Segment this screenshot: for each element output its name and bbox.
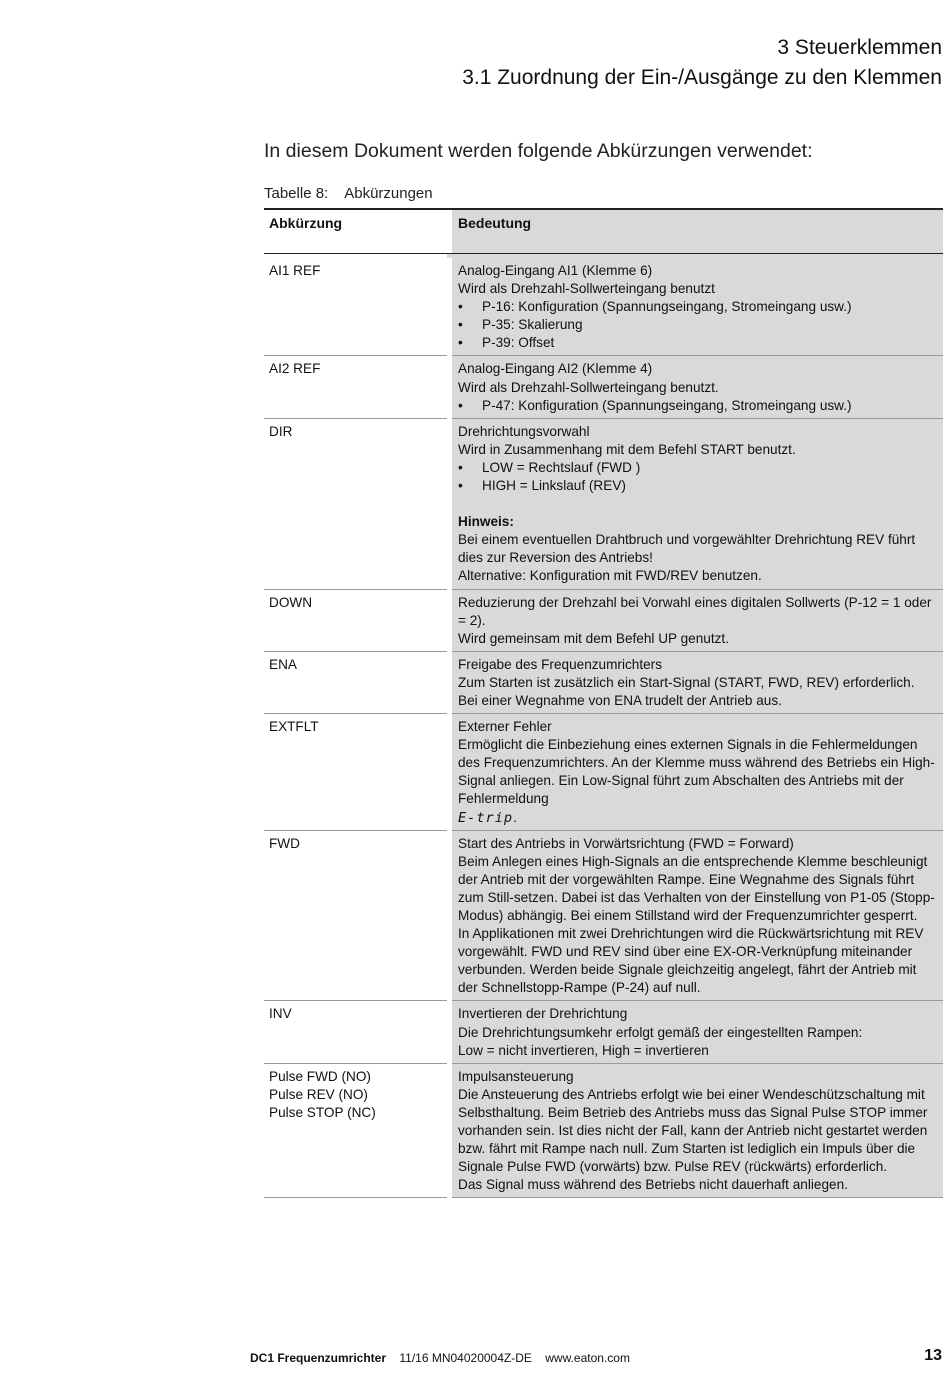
meaning-line: Impulsansteuerung (458, 1068, 574, 1084)
abbreviation-text: DOWN (269, 594, 313, 610)
fault-code-line (458, 809, 937, 827)
meaning-line: Beim Anlegen eines High-Signals an die entsprechende Klemme beschleunigt der Antrieb mit der vorgewählten Rampe. Eine Wegnahme des Signals führt zum Still-setzen. Dabei ist das Verhalten von der Einstellung von P1-05 (Stopp-Modus) abhängig. Bei einem Stillstand wird der Frequenzumrichter gesperrt. (458, 853, 935, 923)
column-header-abbreviation: Abkürzung (269, 215, 343, 231)
meaning-line: Externer Fehler (458, 719, 552, 735)
abbreviation-text: Pulse STOP (NC) (269, 1104, 376, 1120)
abbreviation-cell (264, 355, 447, 417)
website-link[interactable]: www.eaton.com (545, 1351, 630, 1365)
meaning-cell (452, 1063, 943, 1199)
abbreviation-cell (264, 651, 447, 713)
meaning-line: Start des Antriebs in Vorwärtsrichtung (FWD = Forward) (458, 835, 794, 851)
table-row (264, 258, 943, 355)
meaning-cell (452, 830, 943, 1001)
abbreviation-text: Pulse FWD (NO) (269, 1068, 371, 1084)
abbreviation-cell (264, 830, 447, 1001)
abbreviation-text: ENA (269, 656, 297, 672)
abbreviation-text: AI2 REF (269, 361, 321, 377)
abbreviation-cell (264, 1000, 447, 1062)
chapter-heading: 3 Steuerklemmen (777, 36, 942, 59)
meaning-cell (452, 589, 943, 651)
table-row (264, 355, 943, 417)
meaning-line: Wird in Zusammenhang mit dem Befehl START benutzt. (458, 441, 796, 457)
meaning-line: Wird als Drehzahl-Sollwerteingang benutzt. (458, 379, 719, 395)
meaning-line: Freigabe des Frequenzumrichters (458, 656, 662, 672)
abbreviations-table (264, 208, 943, 1198)
abbreviation-text: Pulse REV (NO) (269, 1086, 368, 1102)
meaning-line: Ermöglicht die Einbeziehung eines externen Signals in die Fehlermeldungen des Frequenzumrichters. An der Klemme muss während des Betriebs ein High-Signal anliegen. Ein Low-Signal führt zum Abschalten des Antriebs mit der Fehlermeldung (458, 737, 935, 807)
page-number: 13 (924, 1347, 942, 1364)
fault-code-display: E-trip (458, 809, 514, 826)
meaning-line: Zum Starten ist zusätzlich ein Start-Signal (START, FWD, REV) erforderlich. (458, 674, 915, 690)
meaning-line: Low = nicht invertieren, High = invertieren (458, 1042, 709, 1058)
caption-title: Abkürzungen (344, 185, 433, 202)
meaning-line: In Applikationen mit zwei Drehrichtungen wird die Rückwärtsrichtung mit REV vorgewählt. FWD und REV sind über eine EX-OR-Verknüpfung miteinander verbunden. Werden beide Signale gleichzeitig angelegt, fährt der Antrieb mit der Schnellstopp-Rampe (P-24) auf null. (458, 926, 924, 996)
table-header (264, 208, 943, 254)
table-row (264, 589, 943, 651)
column-header-meaning: Bedeutung (452, 210, 943, 253)
abbreviation-text: FWD (269, 835, 300, 851)
meaning-cell (452, 651, 943, 713)
bullet-item: • P-16: Konfiguration (Spannungseingang, Stromeingang usw.) (458, 298, 937, 316)
meaning-line: Analog-Eingang AI2 (Klemme 4) (458, 361, 653, 377)
meaning-cell (452, 418, 943, 589)
meaning-line: Die Ansteuerung des Antriebs erfolgt wie bei einer Wendeschützschaltung mit Selbsthaltung. Beim Betrieb des Antriebs muss das Signal Pulse STOP immer vorhanden sein. Ist dies nicht der Fall, kann der Antrieb nicht gestartet werden bzw. fährt mit Rampe nach null. Zum Starten ist lediglich ein Impuls über die Signale Pulse FWD (vorwärts) bzw. Pulse REV (rückwärts) erforderlich. (458, 1086, 928, 1175)
table-caption (264, 185, 433, 202)
page-footer (250, 1351, 630, 1365)
abbreviation-text: DIR (269, 423, 293, 439)
abbreviation-text: AI1 REF (269, 263, 321, 278)
table-row (264, 651, 943, 713)
abbreviation-cell (264, 418, 447, 589)
abbreviation-cell (264, 589, 447, 651)
note-heading: Hinweis: (458, 514, 514, 530)
fault-code-suffix: . (513, 809, 517, 825)
meaning-line: Das Signal muss während des Betriebs nicht dauerhaft anliegen. (458, 1177, 848, 1193)
meaning-line: Bei einer Wegnahme von ENA trudelt der Antrieb aus. (458, 692, 782, 708)
meaning-cell (452, 1000, 943, 1062)
bullet-item: • P-47: Konfiguration (Spannungseingang, Stromeingang usw.) (458, 397, 937, 415)
bullet-item: • HIGH = Linkslauf (REV) (458, 477, 937, 495)
bullet-item: • LOW = Rechtslauf (FWD ) (458, 459, 937, 477)
meaning-line: Wird gemeinsam mit dem Befehl UP genutzt. (458, 630, 729, 646)
bullet-item: • P-35: Skalierung (458, 316, 937, 334)
meaning-cell (452, 713, 943, 830)
meaning-cell (452, 355, 943, 417)
note-line: Bei einem eventuellen Drahtbruch und vorgewählter Drehrichtung REV führt dies zur Reversion des Antriebs! (458, 532, 916, 566)
intro-text: In diesem Dokument werden folgende Abkürzungen verwendet: (264, 140, 813, 162)
abbreviation-text: INV (269, 1006, 292, 1022)
table-body (264, 258, 943, 1198)
table-row (264, 1000, 943, 1062)
table-row (264, 713, 943, 830)
meaning-line: Reduzierung der Drehzahl bei Vorwahl eines digitalen Sollwerts (P-12 = 1 oder = 2). (458, 594, 932, 628)
meaning-line: Wird als Drehzahl-Sollwerteingang benutzt (458, 281, 715, 297)
abbreviation-cell (264, 1063, 447, 1199)
abbreviation-cell (264, 713, 447, 830)
bullet-item: • P-39: Offset (458, 334, 937, 352)
table-row (264, 418, 943, 589)
meaning-line: Die Drehrichtungsumkehr erfolgt gemäß der eingestellten Rampen: (458, 1024, 863, 1040)
section-heading: 3.1 Zuordnung der Ein-/Ausgänge zu den Klemmen (462, 66, 942, 89)
table-row (264, 830, 943, 1001)
meaning-line: Analog-Eingang AI1 (Klemme 6) (458, 263, 653, 278)
note-line: Alternative: Konfiguration mit FWD/REV benutzen. (458, 568, 762, 584)
abbreviation-cell (264, 258, 447, 355)
meaning-line: Drehrichtungsvorwahl (458, 423, 590, 439)
table-row (264, 1063, 943, 1199)
document-id: 11/16 MN04020004Z-DE (399, 1351, 532, 1365)
abbreviation-text: EXTFLT (269, 719, 319, 735)
caption-label: Tabelle 8: (264, 185, 329, 202)
meaning-cell (452, 258, 943, 355)
publication-title: DC1 Frequenzumrichter (250, 1351, 387, 1365)
meaning-line: Invertieren der Drehrichtung (458, 1006, 628, 1022)
